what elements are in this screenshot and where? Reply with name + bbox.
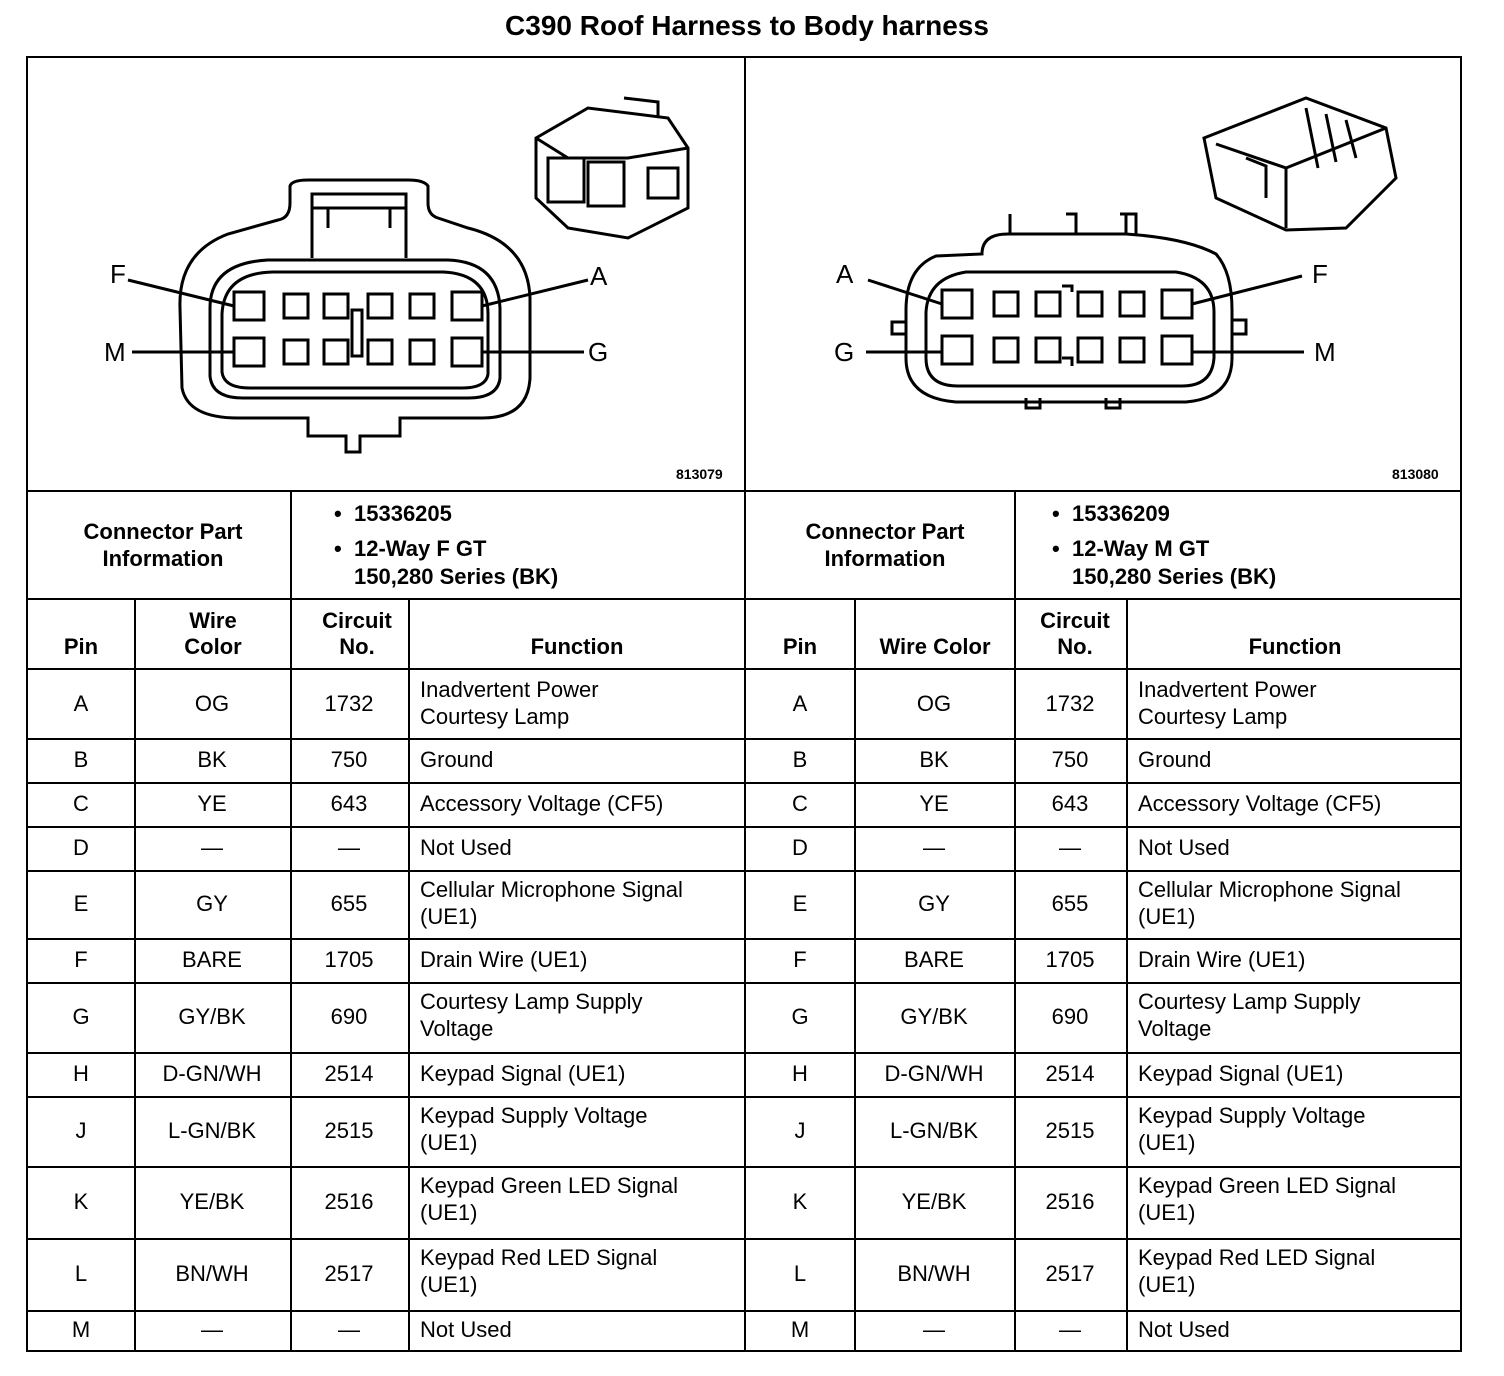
cell-pin: J <box>75 1118 87 1143</box>
cell-wire-color: OG <box>194 691 230 716</box>
cell-pin: G <box>72 1004 90 1029</box>
cell-function: Keypad Signal (UE1) <box>420 1061 626 1086</box>
cell-circuit-no: — <box>338 1317 360 1342</box>
cell-circuit-no: 750 <box>1051 747 1089 772</box>
cell-wire-color: YE <box>197 791 227 816</box>
female-connector-3d-icon <box>536 98 688 238</box>
cell-pin: H <box>792 1061 808 1086</box>
cell-pin: F <box>793 947 807 972</box>
cell-wire-color: GY <box>196 891 228 916</box>
cell-wire-color: L-GN/BK <box>167 1118 257 1143</box>
cell-function: Accessory Voltage (CF5) <box>1138 791 1382 816</box>
cell-pin: B <box>73 747 89 772</box>
cell-pin: E <box>73 891 89 916</box>
cell-pin: L <box>74 1261 88 1286</box>
cell-wire-color: YE <box>919 791 949 816</box>
cell-function: Courtesy Lamp Supply Voltage <box>420 989 643 1041</box>
cell-pin: B <box>792 747 808 772</box>
cell-wire-color: BN/WH <box>897 1261 971 1286</box>
header-function: Function <box>1248 634 1342 659</box>
cell-function: Inadvertent Power Courtesy Lamp <box>1138 677 1317 729</box>
pin-label-g: G <box>834 337 855 367</box>
cell-function: Keypad Supply Voltage (UE1) <box>420 1103 648 1155</box>
cell-wire-color: — <box>201 835 223 860</box>
cell-wire-color: BN/WH <box>175 1261 249 1286</box>
part-info-list <box>1046 500 1276 591</box>
cell-function: Keypad Green LED Signal (UE1) <box>1138 1173 1397 1225</box>
cell-pin: E <box>792 891 808 916</box>
pin-label-m: M <box>1314 337 1336 367</box>
pin-label-m: M <box>104 337 126 367</box>
cell-wire-color: D-GN/WH <box>884 1061 984 1086</box>
cell-circuit-no: 2515 <box>324 1118 374 1143</box>
pin-label-a: A <box>836 259 854 289</box>
cell-circuit-no: 690 <box>330 1004 368 1029</box>
cell-function: Cellular Microphone Signal (UE1) <box>420 877 683 929</box>
cell-pin: F <box>74 947 88 972</box>
header-wire-color: Wire Color <box>184 608 242 659</box>
cell-circuit-no: 1732 <box>1045 691 1095 716</box>
cell-pin: G <box>791 1004 809 1029</box>
cell-wire-color: YE/BK <box>901 1189 967 1214</box>
cell-function: Inadvertent Power Courtesy Lamp <box>420 677 599 729</box>
cell-circuit-no: 690 <box>1051 1004 1089 1029</box>
cell-function: Keypad Red LED Signal (UE1) <box>420 1245 658 1297</box>
part-series: 150,280 Series (BK) <box>1072 564 1277 589</box>
cell-function: Drain Wire (UE1) <box>420 947 588 972</box>
cell-wire-color: BK <box>919 747 949 772</box>
part-type: • 12-Way M GT <box>1046 535 1276 563</box>
female-connector-diagram <box>28 58 744 492</box>
male-connector-3d-icon <box>1204 98 1396 230</box>
figure-id: 813080 <box>1392 466 1439 482</box>
header-wire-color: Wire Color <box>879 634 991 659</box>
cell-function: Keypad Green LED Signal (UE1) <box>420 1173 679 1225</box>
cell-circuit-no: 1705 <box>324 947 374 972</box>
male-connector-figure <box>746 58 1462 492</box>
cell-function: Not Used <box>420 1317 512 1342</box>
cell-pin: M <box>71 1317 91 1342</box>
pin-label-f: F <box>1312 259 1328 289</box>
cell-wire-color: — <box>923 1317 945 1342</box>
cell-pin: A <box>792 691 808 716</box>
cell-function: Drain Wire (UE1) <box>1138 947 1306 972</box>
cell-wire-color: L-GN/BK <box>889 1118 979 1143</box>
cell-circuit-no: 2517 <box>324 1261 374 1286</box>
cell-function: Accessory Voltage (CF5) <box>420 791 664 816</box>
cell-pin: C <box>73 791 89 816</box>
cell-pin: J <box>794 1118 806 1143</box>
document-title: C390 Roof Harness to Body harness <box>505 10 989 41</box>
cell-pin: C <box>792 791 808 816</box>
pin-label-f: F <box>110 259 126 289</box>
cell-wire-color: YE/BK <box>179 1189 245 1214</box>
cell-function: Keypad Red LED Signal (UE1) <box>1138 1245 1376 1297</box>
part-info-list <box>328 500 558 591</box>
cell-circuit-no: 2516 <box>1045 1189 1095 1214</box>
cell-pin: L <box>793 1261 807 1286</box>
pin-label-g: G <box>588 337 609 367</box>
cell-wire-color: GY/BK <box>900 1004 968 1029</box>
cell-pin: M <box>790 1317 810 1342</box>
female-connector-figure <box>28 58 744 492</box>
pin-label-a: A <box>590 261 608 291</box>
cell-circuit-no: 2514 <box>1045 1061 1095 1086</box>
cell-pin: K <box>73 1189 89 1214</box>
cell-function: Cellular Microphone Signal (UE1) <box>1138 877 1401 929</box>
cell-function: Ground <box>420 747 494 772</box>
header-pin: Pin <box>782 634 818 659</box>
cell-circuit-no: 655 <box>330 891 368 916</box>
cell-wire-color: OG <box>916 691 952 716</box>
part-number: • 15336205 <box>328 500 558 528</box>
header-pin: Pin <box>63 634 99 659</box>
header-circuit-no: Circuit No. <box>1040 608 1110 659</box>
cell-pin: K <box>792 1189 808 1214</box>
cell-pin: A <box>73 691 89 716</box>
cell-function: Not Used <box>1138 1317 1230 1342</box>
connector-part-label: Connector Part Information <box>83 519 243 571</box>
cell-function: Ground <box>1138 747 1212 772</box>
cell-function: Keypad Signal (UE1) <box>1138 1061 1344 1086</box>
cell-wire-color: GY <box>918 891 950 916</box>
cell-wire-color: GY/BK <box>178 1004 246 1029</box>
cell-circuit-no: 2515 <box>1045 1118 1095 1143</box>
cell-circuit-no: 643 <box>1051 791 1089 816</box>
cell-wire-color: D-GN/WH <box>162 1061 262 1086</box>
cell-wire-color: BARE <box>182 947 242 972</box>
cell-circuit-no: 2517 <box>1045 1261 1095 1286</box>
connector-table <box>26 56 1462 1352</box>
cell-wire-color: BK <box>197 747 227 772</box>
part-number: • 15336209 <box>1046 500 1276 528</box>
connector-part-label: Connector Part Information <box>805 519 965 571</box>
cell-circuit-no: 2514 <box>324 1061 374 1086</box>
cell-circuit-no: 2516 <box>324 1189 374 1214</box>
cell-wire-color: — <box>201 1317 223 1342</box>
cell-pin: D <box>73 835 89 860</box>
header-circuit-no: Circuit No. <box>322 608 392 659</box>
cell-pin: H <box>73 1061 89 1086</box>
figure-id: 813079 <box>676 466 723 482</box>
cell-circuit-no: 655 <box>1051 891 1089 916</box>
cell-circuit-no: — <box>1059 1317 1081 1342</box>
cell-wire-color: BARE <box>904 947 964 972</box>
female-connector-face <box>128 180 588 452</box>
cell-circuit-no: 1705 <box>1045 947 1095 972</box>
cell-function: Keypad Supply Voltage (UE1) <box>1138 1103 1366 1155</box>
cell-function: Not Used <box>420 835 512 860</box>
cell-circuit-no: 643 <box>330 791 368 816</box>
male-connector-face <box>866 214 1304 408</box>
cell-circuit-no: 1732 <box>324 691 374 716</box>
part-series: 150,280 Series (BK) <box>354 564 559 589</box>
cell-function: Courtesy Lamp Supply Voltage <box>1138 989 1361 1041</box>
cell-function: Not Used <box>1138 835 1230 860</box>
header-function: Function <box>530 634 624 659</box>
male-connector-diagram <box>746 58 1462 492</box>
cell-wire-color: — <box>923 835 945 860</box>
cell-circuit-no: 750 <box>330 747 368 772</box>
cell-circuit-no: — <box>338 835 360 860</box>
part-type: • 12-Way F GT <box>328 535 558 563</box>
cell-circuit-no: — <box>1059 835 1081 860</box>
cell-pin: D <box>792 835 808 860</box>
